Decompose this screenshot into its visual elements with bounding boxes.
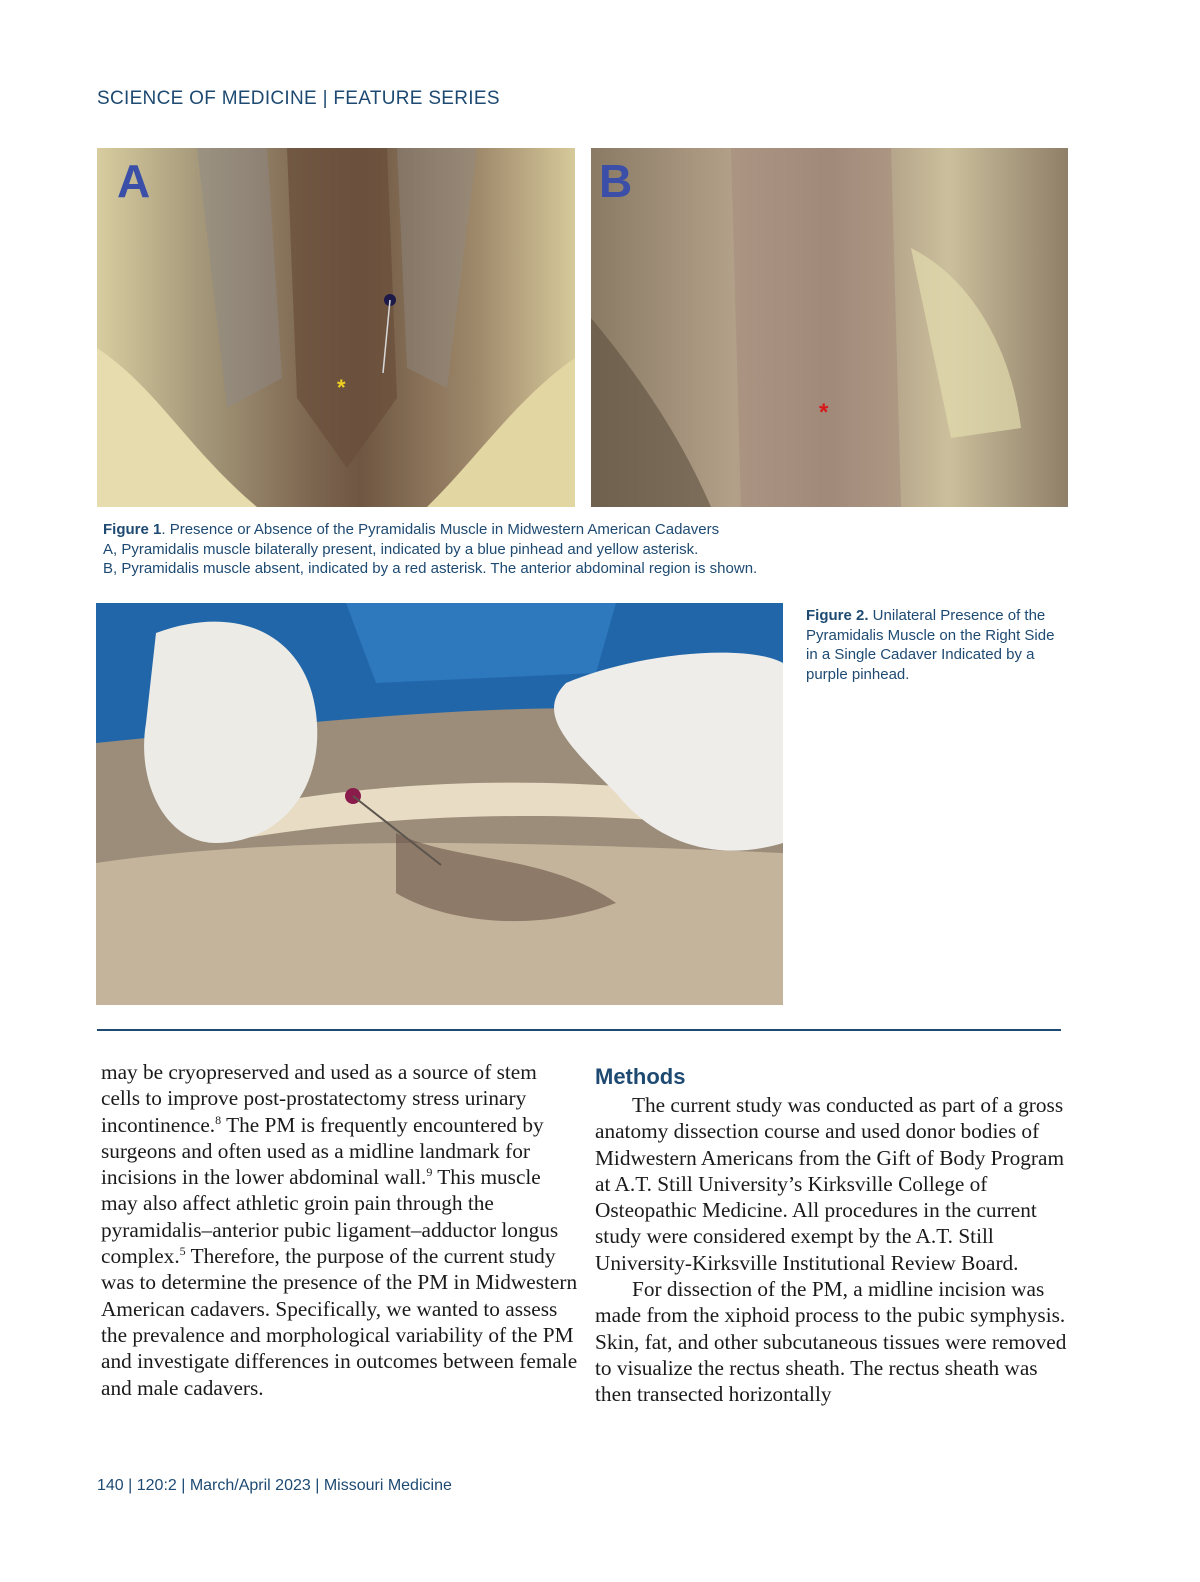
intro-paragraph — [101, 1059, 579, 1401]
figure-1-caption-line-b: B, Pyramidalis muscle absent, indicated by a red asterisk. The anterior abdominal region is shown. — [103, 560, 758, 577]
section-divider — [97, 1029, 1061, 1031]
methods-paragraph-2: For dissection of the PM, a midline incision was made from the xiphoid process to the pubic symphysis. Skin, fat, and other subcutaneous tissues were removed to visualize the rectus sheath. The rectus sheath was then transected horizontally — [595, 1277, 1067, 1407]
text-segment: Therefore, the purpose of the current study was to determine the presence of the PM in Midwestern American cadavers. Specifically, we wanted to assess the prevalence and morphological variability of the PM and investigate differences in outcomes between female and male cadavers. — [101, 1244, 578, 1400]
running-header: SCIENCE OF MEDICINE | FEATURE SERIES — [97, 88, 500, 109]
figure-2-caption-text: Unilateral Presence of the Pyramidalis Muscle on the Right Side in a Single Cadaver Indicated by a purple pinhead. — [806, 607, 1055, 683]
reference-9: 9 — [426, 1165, 433, 1180]
panel-letter-b: B — [599, 155, 633, 207]
reference-5: 5 — [179, 1243, 186, 1258]
text-segment: may be cryopreserved and used as a source of stem cells to improve post-prostatectomy stress urinary incontinence. — [101, 1060, 537, 1137]
figure-2-caption — [806, 606, 1056, 684]
figure-1a-photo — [97, 148, 575, 507]
reference-8: 8 — [215, 1112, 222, 1127]
svg-text:*: * — [337, 375, 346, 400]
svg-text:*: * — [819, 399, 829, 426]
left-column — [101, 1059, 579, 1401]
figure-1-title: . Presence or Absence of the Pyramidalis Muscle in Midwestern American Cadavers — [161, 521, 720, 538]
text-segment: This muscle may also affect athletic groin pain through the pyramidalis–anterior pubic ligament–adductor longus complex. — [101, 1165, 559, 1269]
figure-2-photo — [96, 603, 783, 1005]
figure-1-label: Figure 1 — [103, 521, 162, 538]
methods-heading: Methods — [595, 1064, 686, 1089]
figure-2-label: Figure 2. — [806, 607, 869, 624]
panel-letter-a: A — [117, 155, 151, 207]
methods-paragraph-1: The current study was conducted as part of a gross anatomy dissection course and used donor bodies of Midwestern Americans from the Gift of Body Program at A.T. Still University’s Kirksville College of Osteopathic Medicine. All procedures in the current study were considered exempt by the A.T. Still University-Kirksville Institutional Review Board. — [595, 1093, 1065, 1275]
text-segment: The PM is frequently encountered by surgeons and often used as a midline landmark for incisions in the lower abdominal wall. — [101, 1112, 544, 1190]
page-footer: 140 | 120:2 | March/April 2023 | Missouri Medicine — [97, 1477, 452, 1494]
right-column — [595, 1062, 1070, 1408]
figure-1-caption — [103, 520, 903, 579]
figure-1-caption-line-a: A, Pyramidalis muscle bilaterally present, indicated by a blue pinhead and yellow asterisk. — [103, 540, 699, 558]
figure-1b-photo — [591, 148, 1068, 507]
